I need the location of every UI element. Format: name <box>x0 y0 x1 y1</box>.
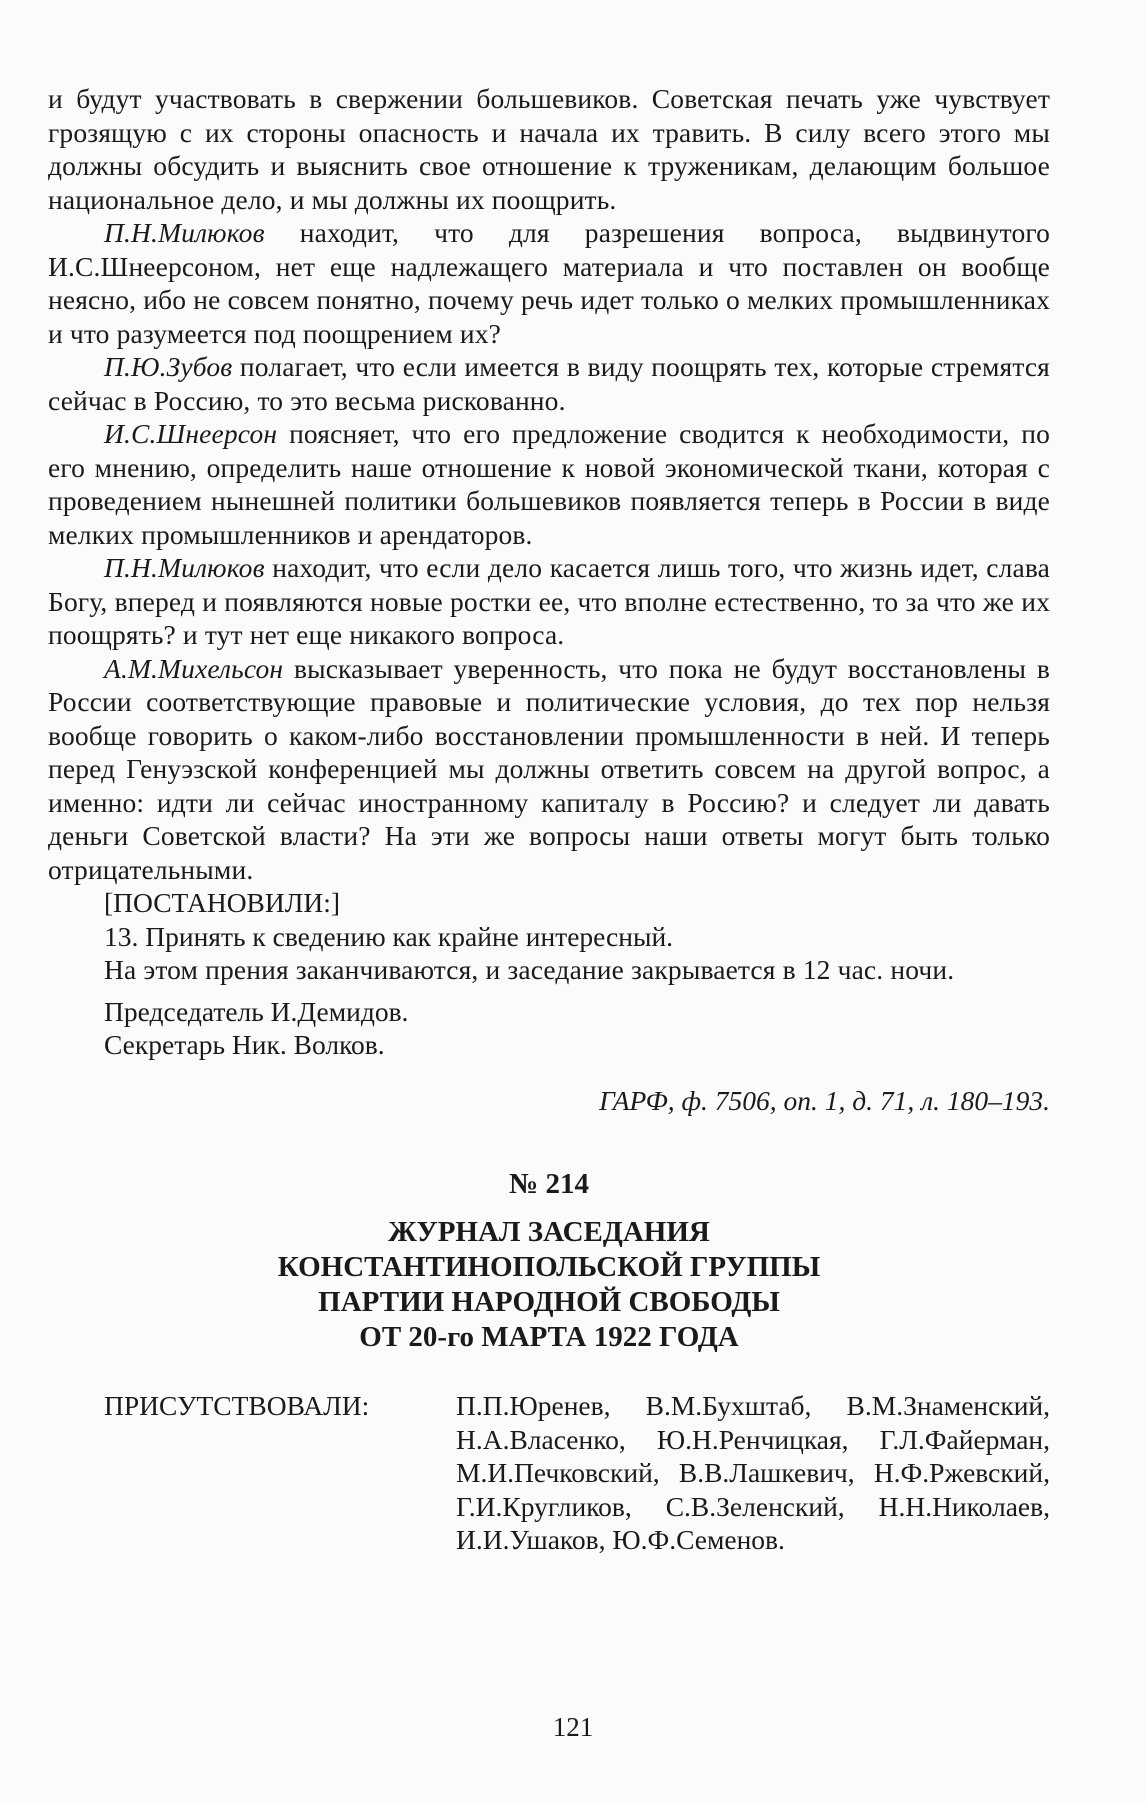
signature-chair: Председатель И.Демидов. <box>104 995 409 1027</box>
resolution-item: 13. Принять к сведению как крайне интересный. <box>104 920 674 952</box>
closing-note: На этом прения заканчиваются, и заседание закрывается в 12 час. ночи. <box>104 954 955 985</box>
title-line: КОНСТАНТИНОПОЛЬСКОЙ ГРУППЫ <box>277 1251 821 1283</box>
title-line: ПАРТИИ НАРОДНОЙ СВОБОДЫ <box>318 1286 780 1318</box>
speech-text: полагает, что если имеется в виду поощрять тех, которые стремятся сейчас в Россию, то это весьма рискованно. <box>48 351 1050 416</box>
title-line: ЖУРНАЛ ЗАСЕДАНИЯ <box>388 1216 710 1248</box>
attendees-list: П.П.Юренев, В.М.Бухштаб, В.М.Знаменский, Н.А.Власенко, Ю.Н.Ренчицкая, Г.Л.Файерман, М.И.Печковский, В.В.Лашкевич, Н.Ф.Ржевский, Г.И.Кругликов, С.В.Зеленский, Н.Н.Николаев, И.И.Ушаков, Ю.Ф.Семенов. <box>456 1390 1050 1555</box>
document-number: № 214 <box>509 1168 589 1200</box>
speech-text: находит, что если дело касается лишь того, что жизнь идет, слава Богу, вперед и появляются новые ростки ее, что вполне естественно, то за что же их поощрять? и тут нет еще никакого вопроса. <box>48 552 1050 650</box>
speaker-name: П.Ю.Зубов <box>104 351 233 382</box>
archive-source: ГАРФ, ф. 7506, оп. 1, д. 71, л. 180–193. <box>599 1084 1050 1116</box>
page-number: 121 <box>552 1712 594 1742</box>
speaker-name: П.Н.Милюков <box>104 552 265 583</box>
document-title <box>48 1215 1050 1355</box>
resolution-heading: [ПОСТАНОВИЛИ:] <box>104 887 341 918</box>
paragraph-continuation: и будут участвовать в свержении большевиков. Советская печать уже чувствует грозящую с их стороны опасность и начала их травить. В силу всего этого мы должны обсудить и выяснить свое отношение к труженикам, делающим большое национальное дело, и мы должны их поощрить. <box>48 83 1050 215</box>
signature-secretary: Секретарь Ник. Волков. <box>104 1029 385 1060</box>
attendees-block <box>48 1389 1050 1557</box>
paragraph-milyukov-1 <box>48 216 1050 350</box>
speech-text: находит, что для разрешения вопроса, выдвинутого И.С.Шнеерсоном, нет еще надлежащего материала и что поставлен он вообще неясно, ибо не совсем понятно, почему речь идет только о мелких промышленниках и что разумеется под поощрением их? <box>48 217 1050 349</box>
speaker-name: И.С.Шнеерсон <box>104 418 278 449</box>
paragraph-shneerson <box>48 417 1050 551</box>
speaker-name: П.Н.Милюков <box>104 217 265 248</box>
speech-text: высказывает уверенность, что пока не будут восстановлены в России соответствующие правовые и политические условия, до тех пор нельзя вообще говорить о каком-либо восстановлении промышленности в ней. И теперь перед Генуэзской конференцией мы должны ответить совсем на другой вопрос, а именно: идти ли сейчас иностранному капиталу в Россию? и следует ли давать деньги Советской власти? На эти же вопросы наши ответы могут быть только отрицательными. <box>48 652 1050 885</box>
speaker-name: А.М.Михельсон <box>104 652 284 684</box>
attendees-label: ПРИСУТСТВОВАЛИ: <box>104 1390 370 1421</box>
title-line: ОТ 20-го МАРТА 1922 ГОДА <box>359 1321 739 1353</box>
paragraph-zubov <box>48 350 1050 417</box>
paragraph-mikhelson <box>48 652 1050 887</box>
paragraph-milyukov-2 <box>48 551 1050 652</box>
speech-text: поясняет, что его предложение сводится к необходимости, по его мнению, определить наше отношение к новой экономической ткани, которая с проведением нынешней политики большевиков появляется теперь в России в виде мелких промышленников и арендаторов. <box>48 418 1050 550</box>
